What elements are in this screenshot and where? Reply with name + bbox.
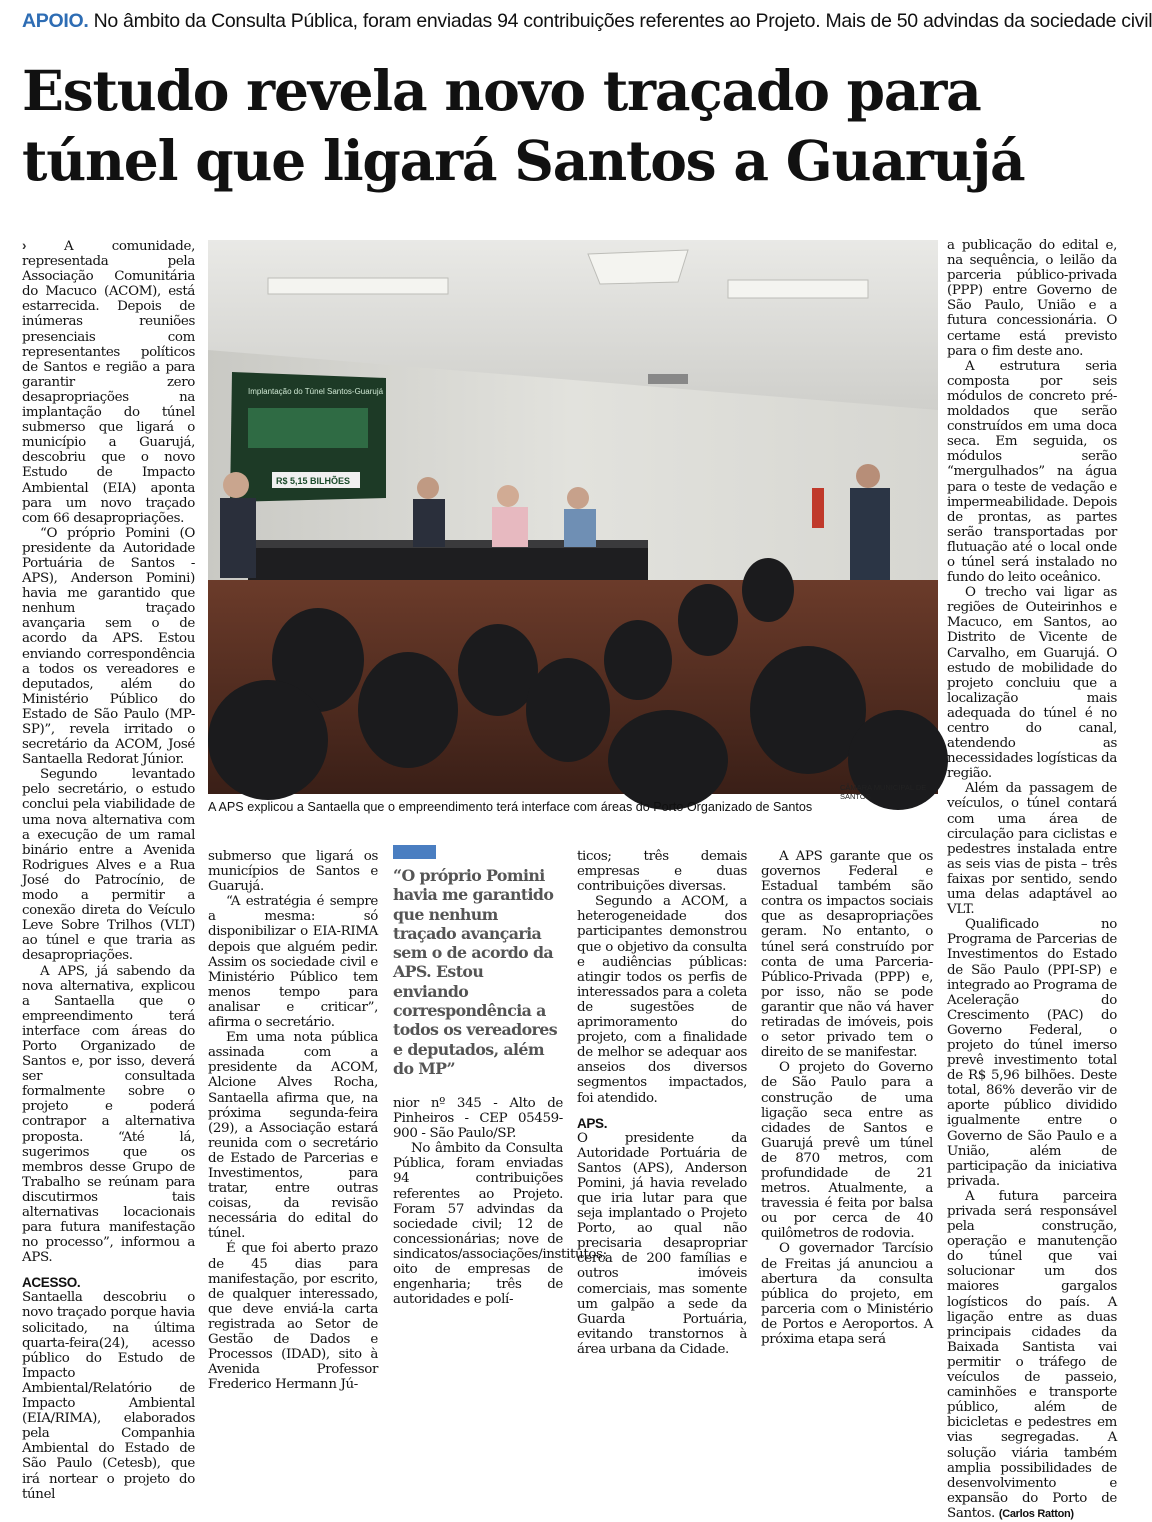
paragraph: Em uma nota pública assinada com a presidente da ACOM, Alcione Alves Rocha, Santaella afirma que, na próxima segunda-feira (29), a Associação estará reunida com o secretário de Estado de Parcerias e Investimentos, para tratar, entre outras coisas, da revisão necessária do edital do túnel. xyxy=(208,1030,378,1242)
column-4 xyxy=(577,849,747,1357)
pull-quote: “O próprio Pomini havia me garantido que nenhum traçado avançaria sem o de acordo da APS. Estou enviando correspondência a todos os vereadores e deputados, além do MP” xyxy=(393,866,558,1078)
paragraph: O trecho vai ligar as regiões de Outeirinhos e Macuco, em Santos, ao Distrito de Vicente de Carvalho, em Guarujá. O estudo de mobilidade do projeto concluiu que a localização mais adequada do túnel é no centro do canal, atendendo as necessidades logísticas da região. xyxy=(947,585,1117,782)
subhead-acesso: ACESSO. xyxy=(22,1275,81,1291)
paragraph xyxy=(22,238,195,526)
kicker-tag: APOIO. xyxy=(22,10,89,32)
paragraph: Segundo levantado pelo secretário, o estudo conclui pela viabilidade de uma nova alternativa com a execução de um ramal binário entre a Avenida Rodrigues Alves e a Rua José do Patrocínio, de modo a permitir a conexão direta do Veículo Leve Sobre Trilhos (VLT) ao túnel e que traria as desapropriações. xyxy=(22,767,195,964)
paragraph: A APS, já sabendo da nova alternativa, explicou a Santaella que o empreendimento terá interface com áreas do Porto Organizado de Santos e, por isso, deverá ser consultada formalmente sobre o projeto e poderá contrapor a alternativa proposta. “Até lá, sugerimos que os membros desse Grupo de Trabalho se reúnam para discutirmos tais alternativas locacionais para futura manifestação no processo”, informou a APS. xyxy=(22,963,195,1266)
quote-accent-bar xyxy=(393,845,436,859)
paragraph: “O próprio Pomini (O presidente da Autoridade Portuária de Santos - APS), Anderson Pomini) havia me garantido que nenhum traçado avançaria sem o de acordo da APS. Estou enviando correspondência a todos os vereadores e deputados, além do Ministério Público do Estado de São Paulo (MP-SP)”, revela irritado o secretário da ACOM, José Santaella Redorat Júnior. xyxy=(22,525,195,768)
paragraph: A estrutura seria composta por seis módulos de concreto pré-moldados que serão construídos em uma doca seca. Em seguida, os módulos serão “mergulhados” na água para o teste de vedação e impermeabilidade. Depois de prontas, as partes serão transportadas por flutuação até o local onde o túnel será instalado no fundo do leito oceânico. xyxy=(947,358,1117,586)
slide-value: R$ 5,15 BILHÕES xyxy=(276,476,351,486)
paragraph-text: A futura parceira privada será responsável pela construção, operação e manutenção do túnel que vai solucionar um dos maiores gargalos logísticos do país. A ligação entre as duas principais cidades da Baixada Santista vai permitir o tráfego de veículos de passeio, caminhões e transporte público, além de bicicletas e pedestres em vias segregadas. A solução viária também amplia possibilidades de desenvolvimento e expansão do Porto de Santos. xyxy=(947,1188,1117,1521)
event-photo xyxy=(208,240,938,801)
headline-line-2: túnel que ligará Santos a Guarujá xyxy=(22,128,1025,193)
column-2 xyxy=(208,849,378,1392)
paragraph: nior nº 345 - Alto de Pinheiros - CEP 05459-900 - São Paulo/SP. xyxy=(393,1096,563,1142)
paragraph: A APS garante que os governos Federal e Estadual também são contra os impactos sociais que as desapropriações geram. No entanto, o túnel será construído por conta de uma Parceria-Público-Privada (PPP) e, por isso, não se pode garantir que não vá haver retiradas de imóveis, pois o setor privado tem o direito de se manifestar. xyxy=(761,849,933,1061)
paragraph: O projeto do Governo de São Paulo para a construção de uma ligação seca entre as cidades de Santos e Guarujá prevê um túnel de 870 metros, com profundidade de 21 metros. Atualmente, a travessia é feita por balsa ou por cerca de 40 quilômetros de rodovia. xyxy=(761,1060,933,1242)
kicker xyxy=(22,10,1152,40)
photo-caption: A APS explicou a Santaella que o empreendimento terá interface com áreas do Porto Organizado de Santos xyxy=(208,800,813,814)
paragraph xyxy=(947,1189,1117,1522)
paragraph-text: A comunidade, representada pela Associação Comunitária do Macuco (ACOM), está estarrecida. Depois de inúmeras reuniões presenciais com representantes políticos de Santos e região a para garantir zero desapropriações na implantação do túnel submerso que ligará o município a Guarujá, descobriu que o novo Estudo de Impacto Ambiental (EIA) aponta para um novo traçado com 66 desapropriações. xyxy=(22,239,195,526)
paragraph: Qualificado no Programa de Parcerias de Investimentos do Estado de São Paulo (PPI-SP) e integrado ao Programa de Aceleração do Crescimento (PAC) do Governo Federal, o projeto do túnel imerso prevê investimento total de R$ 5,96 bilhões. Deste total, 86% deverão vir de aporte público dividido igualmente entre o Governo de São Paulo e a União, além de participação da iniciativa privada. xyxy=(947,917,1117,1189)
kicker-text: No âmbito da Consulta Pública, foram enviadas 94 contribuições referentes ao Projeto. Mais de 50 advindas da sociedade civil xyxy=(93,10,1152,32)
slide-title: Implantação do Túnel Santos-Guarujá xyxy=(248,387,384,396)
headline xyxy=(22,56,1122,196)
column-6 xyxy=(947,238,1117,1522)
chevron-right-icon: › xyxy=(22,238,64,253)
paragraph: ticos; três demais empresas e duas contribuições diversas. xyxy=(577,849,747,895)
subhead-aps: APS. xyxy=(577,1115,608,1131)
photo-illustration xyxy=(208,240,938,794)
headline-line-1: Estudo revela novo traçado para xyxy=(22,58,981,123)
paragraph: submerso que ligará os municípios de Santos e Guarujá. xyxy=(208,849,378,895)
paragraph: O presidente da Autoridade Portuária de Santos (APS), Anderson Pomini, já havia revelado que iria lutar para que seja implantado o Projeto Porto, ao qual não precisaria desapropriar cerca de 200 famílias e outros imóveis comerciais, mas somente um galpão a sede da Guarda Portuária, evitando transtornos à área urbana da Cidade. xyxy=(577,1130,747,1357)
paragraph: É que foi aberto prazo de 45 dias para manifestação, por escrito, de qualquer interessado, que deve enviá-la carta registrada ao Setor de Gestão de Dados e Processos (IDAD), sito à Avenida Professor Frederico Hermann Jú- xyxy=(208,1241,378,1393)
photo-credit: CÂMARA MUNICIPAL DE SANTOS xyxy=(840,783,927,801)
paragraph: “A estratégia é sempre a mesma: só disponibilizar o EIA-RIMA depois que alguém pedir. Assim os sociedade civil e Ministério Público tem menos tempo para analisar e criticar”, afirma o secretário. xyxy=(208,894,378,1031)
column-5 xyxy=(761,849,933,1347)
paragraph: Segundo a ACOM, a heterogeneidade dos participantes demonstrou que o objetivo da consulta e audiências públicas: atingir todos os perfis de interessados para a coleta de sugestões de aprimoramento do projeto, com a finalidade de melhor se adequar aos anseios dos diversos segmentos impactados, foi atendido. xyxy=(577,894,747,1106)
paragraph: No âmbito da Consulta Pública, foram enviadas 94 contribuições referentes ao Projeto. Foram 57 advindas da sociedade civil; 12 de concessionárias; nove de sindicatos/associações/institutos; oito de empresas de engenharia; três de autoridades e polí- xyxy=(393,1141,607,1308)
column-1 xyxy=(22,238,195,1502)
paragraph: Além da passagem de veículos, o túnel contará com uma área de circulação para ciclistas e pedestres instalada entre as seis vias de pista – três faixas por sentido, sendo uma delas adaptável ao VLT. xyxy=(947,781,1117,918)
paragraph: Santaella descobriu o novo traçado porque havia solicitado, na última quarta-feira(24), acesso público do Estudo de Impacto Ambiental/Relatório de Impacto Ambiental (EIA/RIMA), elaborados pela Companhia Ambiental do Estado de São Paulo (Cetesb), que irá nortear o projeto do túnel xyxy=(22,1290,195,1502)
byline: (Carlos Ratton) xyxy=(998,1507,1074,1520)
paragraph: O governador Tarcísio de Freitas já anunciou a abertura da consulta pública do projeto, em parceria com o Ministério de Portos e Aeroportos. A próxima etapa será xyxy=(761,1241,933,1347)
paragraph: a publicação do edital e, na sequência, o leilão da parceria público-privada (PPP) entre Governo de São Paulo, União e a futura concessionária. O certame está previsto para o fim deste ano. xyxy=(947,238,1117,359)
